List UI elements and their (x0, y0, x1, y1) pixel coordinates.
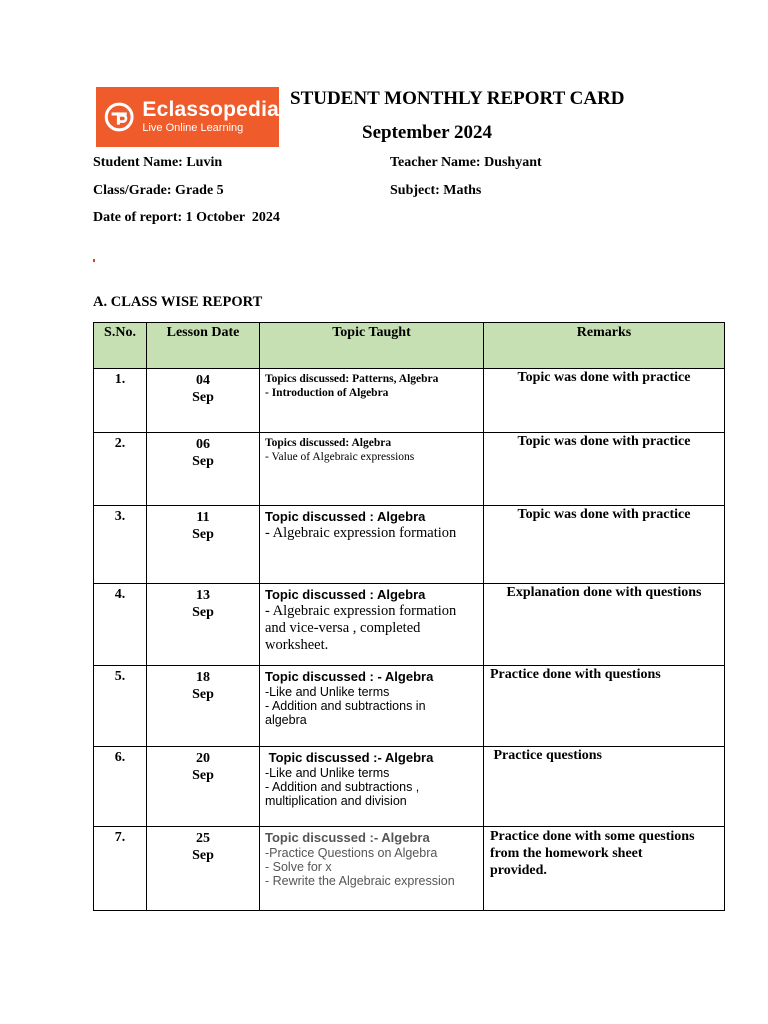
header-sno: S.No. (94, 323, 147, 369)
date-month: Sep (192, 687, 214, 702)
topic-line: Topic discussed :- Algebra (265, 750, 434, 765)
date-month: Sep (192, 768, 214, 783)
topic-line: -Practice Questions on Algebra (265, 846, 438, 860)
date-day: 04 (196, 373, 210, 388)
cell-topic (260, 584, 484, 666)
date-day: 18 (196, 670, 210, 685)
cell-remarks: Topic was done with practice (484, 433, 725, 506)
topic-line: - Algebraic expression formation (265, 525, 457, 541)
report-title: STUDENT MONTHLY REPORT CARD (290, 88, 625, 109)
date-month: Sep (192, 527, 214, 542)
table-row (94, 584, 725, 666)
header-remarks: Remarks (484, 323, 725, 369)
cell-topic (260, 666, 484, 747)
topic-line: Topic discussed : Algebra (265, 587, 426, 602)
topic-line: and vice-versa , completed (265, 620, 421, 636)
class-grade: Class/Grade: Grade 5 (93, 183, 224, 198)
cell-remarks: Practice questions (484, 747, 725, 827)
remarks-line: provided. (490, 863, 547, 878)
topic-line: - Addition and subtractions in (265, 699, 426, 713)
header-lesson-date: Lesson Date (147, 323, 260, 369)
topic-line: Topic discussed : Algebra (265, 509, 426, 524)
cell-sno: 7. (94, 827, 147, 911)
date-day: 25 (196, 831, 210, 846)
date-month: Sep (192, 454, 214, 469)
topic-line: - Rewrite the Algebraic expression (265, 874, 455, 888)
teacher-name: Teacher Name: Dushyant (390, 155, 542, 170)
topic-line: -Like and Unlike terms (265, 766, 390, 780)
topic-line: multiplication and division (265, 794, 407, 808)
cell-date (147, 584, 260, 666)
topic-line: Topics discussed: Patterns, Algebra (265, 373, 439, 385)
subject: Subject: Maths (390, 183, 482, 198)
date-of-report: Date of report: 1 October 2024 (93, 210, 280, 225)
date-day: 11 (196, 510, 210, 525)
topic-line: Topic discussed :- Algebra (265, 830, 430, 845)
topic-line: Topics discussed: Algebra (265, 437, 392, 449)
table-row (94, 433, 725, 506)
topic-line: - Addition and subtractions , (265, 780, 420, 794)
date-month: Sep (192, 605, 214, 620)
topic-line: worksheet. (265, 637, 329, 653)
class-report-table (93, 322, 725, 911)
cell-remarks: Explanation done with questions (484, 584, 725, 666)
topic-line: - Algebraic expression formation (265, 603, 457, 619)
date-month: Sep (192, 848, 214, 863)
cell-topic (260, 747, 484, 827)
cell-topic (260, 369, 484, 433)
table-row (94, 747, 725, 827)
logo-icon (104, 97, 134, 137)
cell-date (147, 369, 260, 433)
topic-line: - Value of Algebraic expressions (265, 451, 415, 463)
red-mark (93, 259, 95, 262)
table-row (94, 506, 725, 584)
section-title: A. CLASS WISE REPORT (93, 294, 263, 310)
remarks-line: from the homework sheet (490, 846, 643, 861)
logo-tagline: Live Online Learning (142, 122, 244, 134)
cell-remarks: Practice done with questions (484, 666, 725, 747)
date-day: 13 (196, 588, 210, 603)
date-day: 06 (196, 437, 210, 452)
cell-sno: 3. (94, 506, 147, 584)
header-topic-taught: Topic Taught (260, 323, 484, 369)
cell-topic (260, 506, 484, 584)
cell-sno: 4. (94, 584, 147, 666)
table-row (94, 369, 725, 433)
date-day: 20 (196, 751, 210, 766)
cell-date (147, 827, 260, 911)
topic-line: -Like and Unlike terms (265, 685, 390, 699)
report-month: September 2024 (362, 122, 492, 143)
cell-sno: 1. (94, 369, 147, 433)
cell-remarks: Topic was done with practice (484, 506, 725, 584)
cell-remarks: Topic was done with practice (484, 369, 725, 433)
table-row (94, 827, 725, 911)
cell-remarks (484, 827, 725, 911)
cell-date (147, 506, 260, 584)
table-row (94, 666, 725, 747)
eclassopedia-logo (96, 87, 279, 147)
cell-date (147, 666, 260, 747)
cell-topic (260, 827, 484, 911)
cell-date (147, 433, 260, 506)
date-month: Sep (192, 390, 214, 405)
logo-name: Eclassopedia (142, 98, 279, 121)
cell-date (147, 747, 260, 827)
student-name: Student Name: Luvin (93, 155, 223, 170)
topic-line: - Solve for x (265, 860, 332, 874)
cell-sno: 5. (94, 666, 147, 747)
table-header-row (94, 323, 725, 369)
topic-line: - Introduction of Algebra (265, 387, 389, 399)
cell-topic (260, 433, 484, 506)
remarks-line: Practice done with some questions (490, 829, 695, 844)
topic-line: algebra (265, 713, 307, 727)
topic-line: Topic discussed : - Algebra (265, 669, 434, 684)
cell-sno: 6. (94, 747, 147, 827)
cell-sno: 2. (94, 433, 147, 506)
